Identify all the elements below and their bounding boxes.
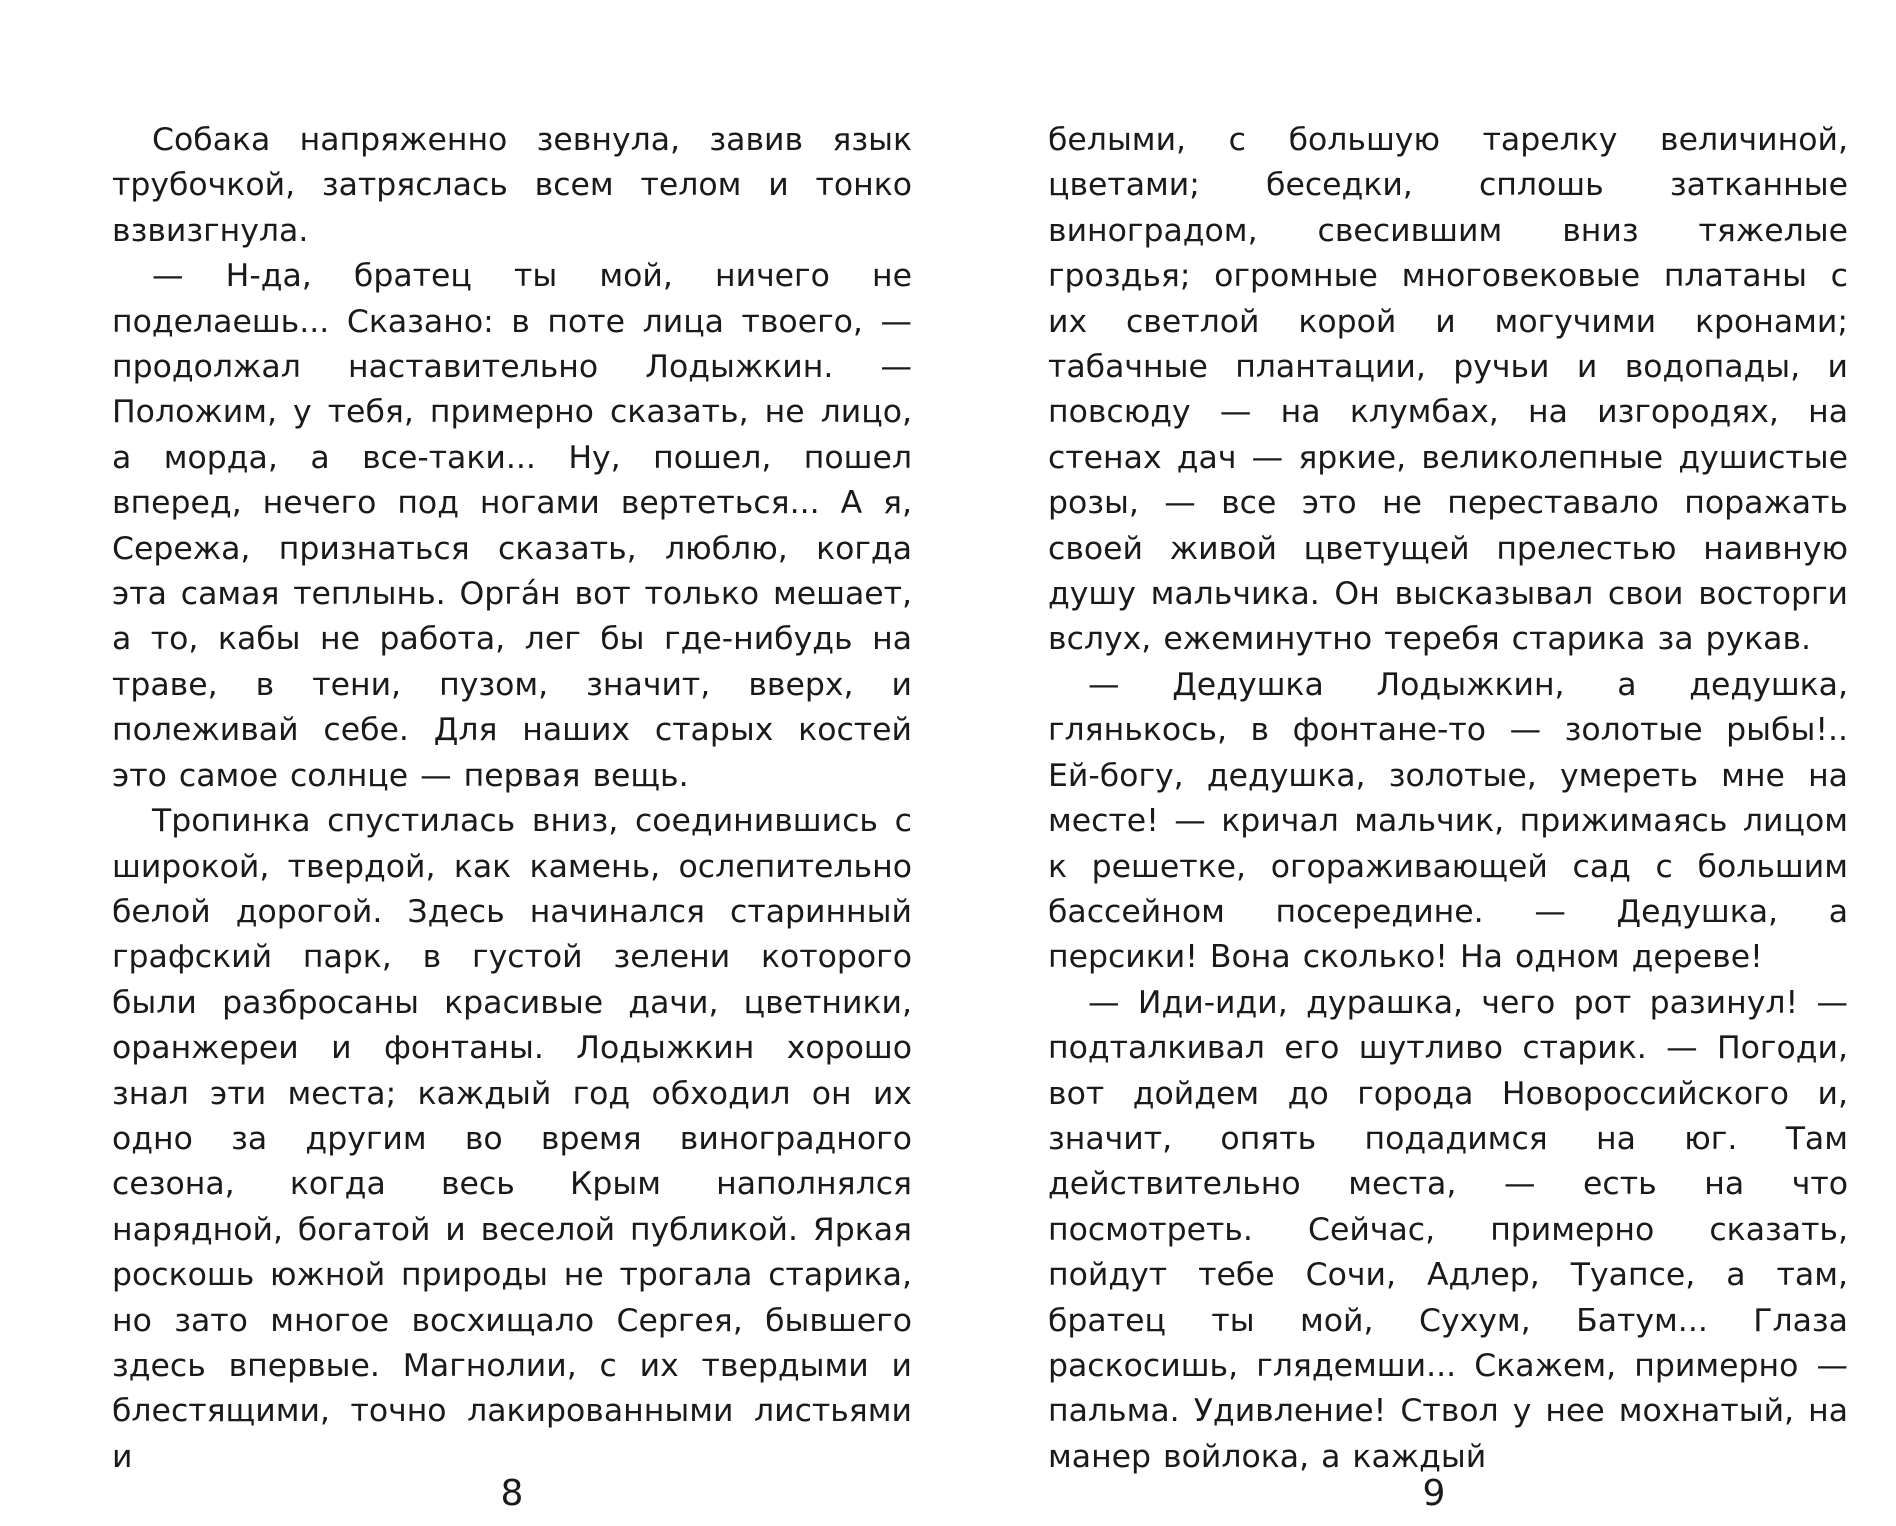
paragraph: — Дедушка Лодыжкин, а дедушка, глянькось, в фонтане-то — золотые рыбы!.. Ей-богу, дедушка, золотые, умереть мне на месте! — кричал мальчик, прижимаясь лицом к решетке, огораживающей сад с большим бассейном посередине. — Дедушка, а персики! Вона сколько! На одном дереве! <box>1048 666 1848 976</box>
paragraph: — Иди-иди, дурашка, чего рот разинул! — подталкивал его шутливо старик. — Погоди, вот дойдем до города Новороссийского и, значит, опять подадимся на юг. Там действительно места, — есть на что посмотреть. Сейчас, примерно сказать, пойдут тебе Сочи, Адлер, Туапсе, а там, братец ты мой, Сухум, Батум... Глаза раскосишь, глядемши... Скажем, примерно — пальма. Удивление! Ствол у нее мохнатый, на манер войлока, а каждый <box>1048 984 1848 1475</box>
paragraph: Тропинка спустилась вниз, соединившись с широкой, твердой, как камень, ослепительно белой дорогой. Здесь начинался старинный графский парк, в густой зелени которого были разбросаны красивые дачи, цветники, оранжереи и фонтаны. Лодыжкин хорошо знал эти места; каждый год обходил он их одно за другим во время виноградного сезона, когда весь Крым наполнялся нарядной, богатой и веселой публикой. Яркая роскошь южной природы не трогала старика, но зато многое восхищало Сергея, бывшего здесь впервые. Магнолии, с их твердыми и блестящими, точно лакированными листьями и <box>112 803 912 1475</box>
paragraph: белыми, с большую тарелку величиной, цветами; беседки, сплошь затканные виноградом, свесившим вниз тяжелые гроздья; огромные многовековые платаны с их светлой корой и могучими кронами; табачные плантации, ручьи и водопады, и повсюду — на клумбах, на изгородях, на стенах дач — яркие, великолепные душистые розы, — все это не переставало поражать своей живой цветущей прелестью наивную душу мальчика. Он высказывал свои восторги вслух, ежеминутно теребя старика за рукав. <box>1048 122 1848 658</box>
left-page <box>112 118 912 1480</box>
paragraph: Собака напряженно зевнула, завив язык трубочкой, затряслась всем телом и тонко взвизгнула. <box>112 122 912 249</box>
page-number-right: 9 <box>1422 1473 1446 1514</box>
paragraph: — Н-да, братец ты мой, ничего не поделаешь... Сказано: в поте лица твоего, — продолжал наставительно Лодыжкин. — Положим, у тебя, примерно сказать, не лицо, а морда, а все-таки... Ну, пошел, пошел вперед, нечего под ногами вертеться... А я, Сережа, признаться сказать, люблю, когда эта самая теплынь. Орга́н вот только мешает, а то, кабы не работа, лег бы где-нибудь на траве, в тени, пузом, значит, вверх, и полеживай себе. Для наших старых костей это самое солнце — первая вещь. <box>112 258 912 794</box>
page-number-left: 8 <box>500 1473 524 1514</box>
right-page <box>1048 118 1848 1480</box>
